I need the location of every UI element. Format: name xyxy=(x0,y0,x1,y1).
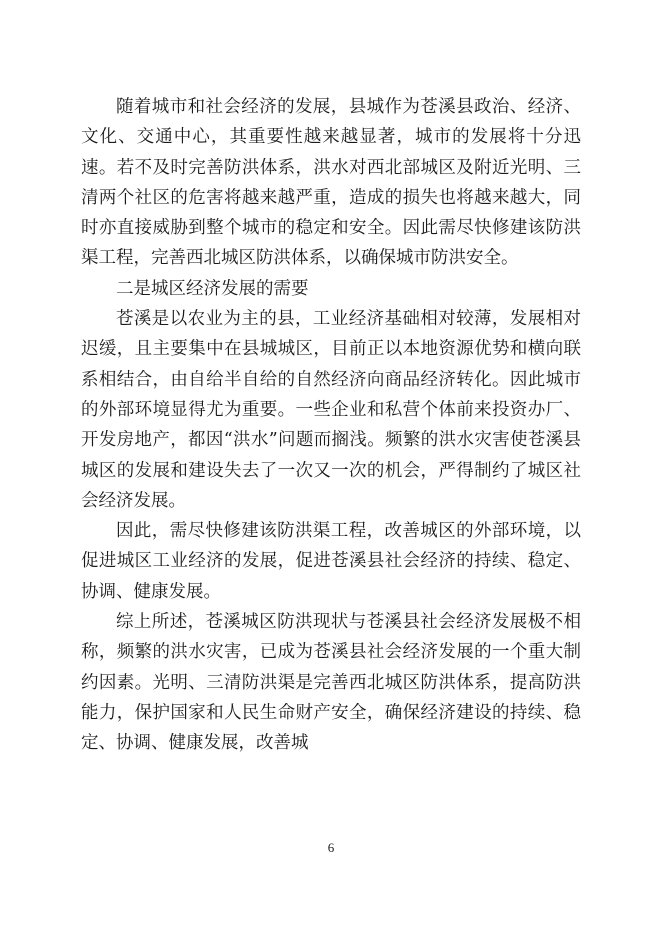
body-text xyxy=(81,92,581,759)
paragraph-economic-background: 苍溪是以农业为主的县，工业经济基础相对较薄，发展相对迟缓，且主要集中在县城城区，目前正以本地资源优势和横向联系相结合，由自给半自给的自然经济向商品经济转化。因此城市的外部环境显得尤为重要。一些企业和私营个体前来投资办厂、开发房地产，都因“洪水”问题而搁浅。频繁的洪水灾害使苍溪县城区的发展和建设失去了一次又一次的机会，严得制约了城区社会经济发展。 xyxy=(81,309,581,511)
section-heading-economic-development: 二是城区经济发展的需要 xyxy=(116,278,309,299)
paragraph-summary: 综上所述，苍溪城区防洪现状与苍溪县社会经济发展极不相称，频繁的洪水灾害，已成为苍溪县社会经济发展的一个重大制约因素。光明、三清防洪渠是完善西北城区防洪体系，提高防洪能力，保护国家和人民生命财产安全，确保经济建设的持续、稳定、协调、健康发展，改善城 xyxy=(81,612,581,754)
paragraph-therefore: 因此，需尽快修建该防洪渠工程，改善城区的外部环境，以促进城区工业经济的发展，促进苍溪县社会经济的持续、稳定、协调、健康发展。 xyxy=(81,521,581,602)
paragraph-flood-control-necessity: 随着城市和社会经济的发展，县城作为苍溪县政治、经济、文化、交通中心，其重要性越来越显著，城市的发展将十分迅速。若不及时完善防洪体系，洪水对西北部城区及附近光明、三清两个社区的危害将越来越严重，造成的损失也将越来越大，同时亦直接威胁到整个城市的稳定和安全。因此需尽快修建该防洪渠工程，完善西北城区防洪体系，以确保城市防洪安全。 xyxy=(81,97,581,269)
page-number: 6 xyxy=(327,840,335,855)
